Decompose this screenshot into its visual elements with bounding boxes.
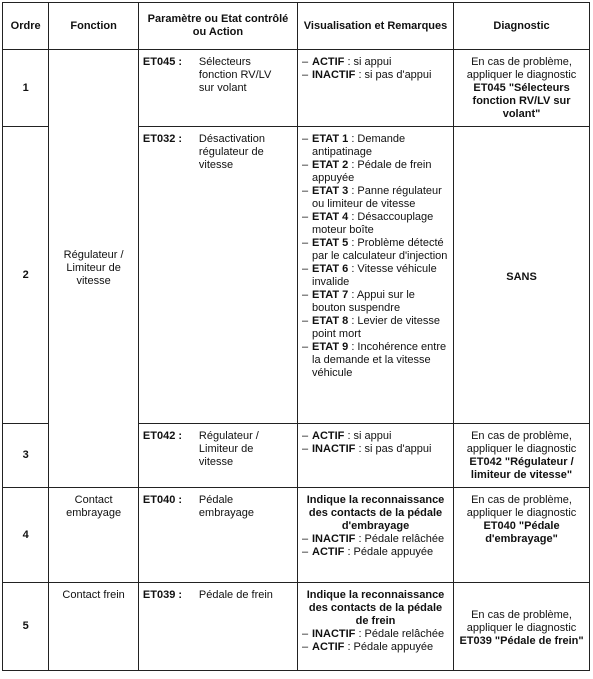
header-ordre: Ordre [3,3,49,50]
header-row [3,3,590,50]
param-text: Pédale embrayage [198,494,254,519]
ordre-cell: 1 [3,50,49,127]
header-diagnostic: Diagnostic [454,3,590,50]
diag-cell [454,424,590,488]
vis-intro: Indique la reconnaissance des contacts de la pédale d'embrayage [306,494,445,532]
vis-cell [298,50,454,127]
param-text: Pédale de frein [198,589,273,601]
param-code: ET032 : [142,133,183,145]
param-cell [138,488,297,583]
fonction-cell-frein: Contact frein [49,583,139,671]
header-fonction: Fonction [49,3,139,50]
diag-prefix: En cas de problème, appliquer le diagnostic [466,494,577,519]
list-item: – ACTIF : Pédale appuyée [302,641,449,654]
param-text: Régulateur / Limiteur de vitesse [198,430,259,468]
param-code: ET039 : [142,589,183,601]
diag-ref: ET040 "Pédale d'embrayage" [483,520,560,545]
param-cell [138,50,297,127]
list-item: – ETAT 4 : Désaccouplage moteur boîte [302,211,449,237]
param-cell [138,424,297,488]
param-cell [138,127,297,424]
param-code: ET040 : [142,494,183,506]
vis-cell [298,127,454,424]
vis-cell [298,583,454,671]
list-item: – INACTIF : si pas d'appui [302,443,449,456]
diag-prefix: En cas de problème, appliquer le diagnostic [466,56,577,81]
fonction-cell-embrayage: Contact embrayage [49,488,139,583]
header-visualisation: Visualisation et Remarques [298,3,454,50]
list-item: – ETAT 7 : Appui sur le bouton suspendre [302,289,449,315]
list-item: – ETAT 6 : Vitesse véhicule invalide [302,263,449,289]
list-item: – ETAT 3 : Panne régulateur ou limiteur de vitesse [302,185,449,211]
diag-ref: ET039 "Pédale de frein" [459,635,584,647]
list-item: – ETAT 1 : Demande antipatinage [302,133,449,159]
diag-cell [454,488,590,583]
list-item: – INACTIF : si pas d'appui [302,69,449,82]
vis-cell [298,424,454,488]
diag-cell: SANS [454,127,590,424]
diag-ref: ET042 "Régulateur / limiteur de vitesse" [469,456,574,481]
list-item: – INACTIF : Pédale relâchée [302,628,449,641]
ordre-cell: 3 [3,424,49,488]
diagnostic-table [2,2,590,671]
ordre-cell: 5 [3,583,49,671]
list-item: – ETAT 8 : Levier de vitesse point mort [302,315,449,341]
table-row [3,583,590,671]
param-code: ET045 : [142,56,183,68]
param-cell [138,583,297,671]
list-item: – ACTIF : si appui [302,430,449,443]
vis-cell [298,488,454,583]
header-parametre: Paramètre ou Etat contrôlé ou Action [138,3,297,50]
list-item: – ETAT 5 : Problème détecté par le calculateur d'injection [302,237,449,263]
list-item: – ETAT 2 : Pédale de frein appuyée [302,159,449,185]
ordre-cell: 2 [3,127,49,424]
diag-cell [454,50,590,127]
list-item: – ETAT 9 : Incohérence entre la demande et la vitesse véhicule [302,341,449,380]
param-text: Sélecteurs fonction RV/LV sur volant [198,56,272,94]
diag-prefix: En cas de problème, appliquer le diagnostic [466,430,577,455]
list-item: – INACTIF : Pédale relâchée [302,533,449,546]
table-row [3,488,590,583]
vis-intro: Indique la reconnaissance des contacts de la pédale de frein [306,589,445,627]
fonction-cell-regulateur: Régulateur / Limiteur de vitesse [49,50,139,488]
diag-prefix: En cas de problème, appliquer le diagnostic [466,609,577,634]
diag-ref: ET045 "Sélecteurs fonction RV/LV sur volant" [472,82,571,120]
list-item: – ACTIF : si appui [302,56,449,69]
ordre-cell: 4 [3,488,49,583]
diag-cell [454,583,590,671]
param-text: Désactivation régulateur de vitesse [198,133,265,171]
table-row [3,50,590,127]
param-code: ET042 : [142,430,183,442]
list-item: – ACTIF : Pédale appuyée [302,546,449,559]
